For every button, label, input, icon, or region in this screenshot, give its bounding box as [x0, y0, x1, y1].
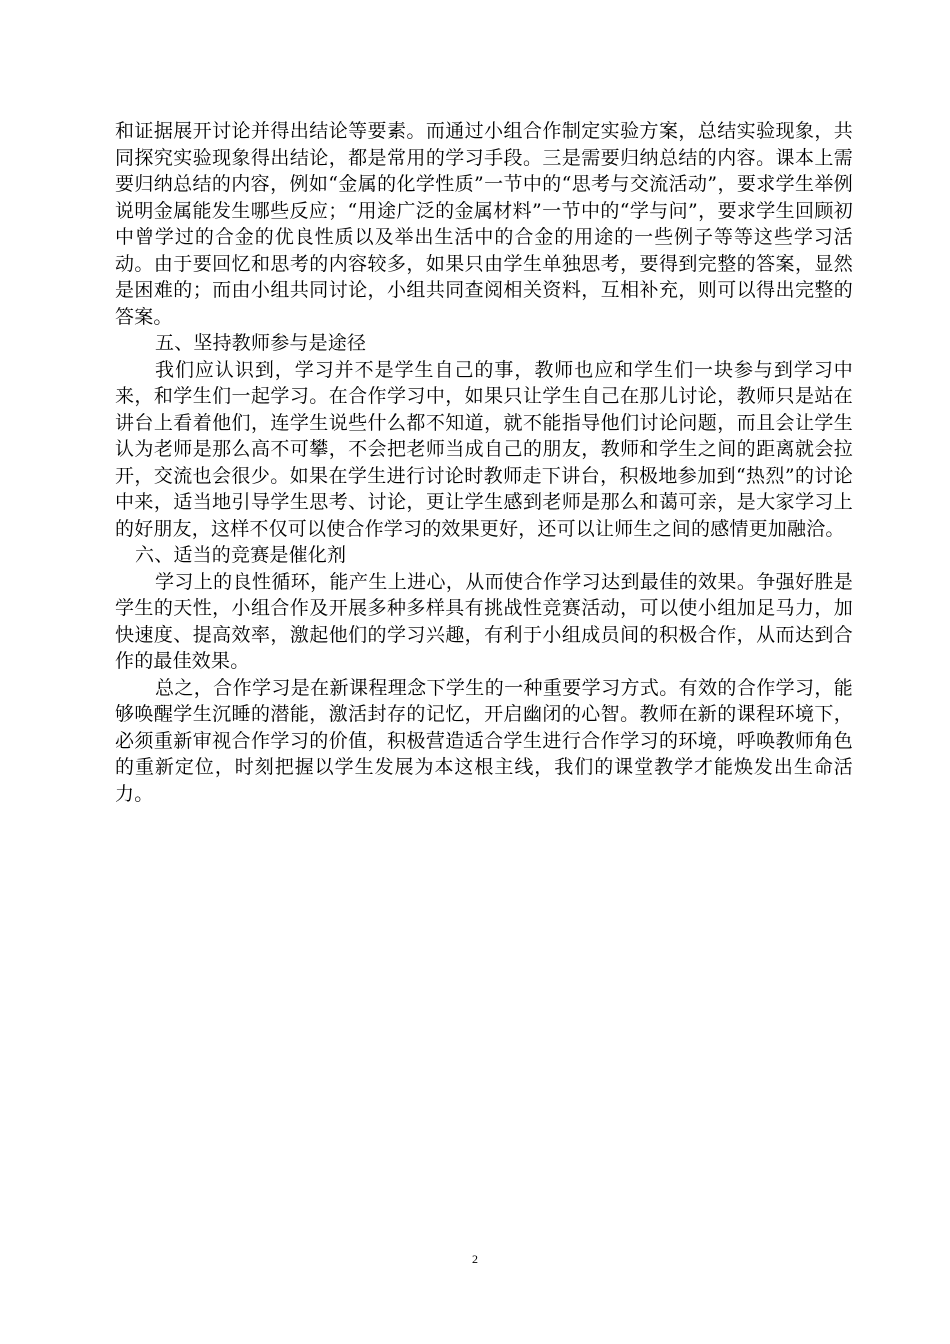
- paragraph-competition: 学习上的良性循环，能产生上进心，从而使合作学习达到最佳的效果。争强好胜是学生的天性，小组合作及开展多种多样具有挑战性竞赛活动，可以使小组加足马力，加快速度、提高效率，激起他们的学习兴趣，有利于小组成员间的积极合作，从而达到合作的最佳效果。: [115, 570, 853, 672]
- paragraph-conclusion: 总之，合作学习是在新课程理念下学生的一种重要学习方式。有效的合作学习，能够唤醒学生沉睡的潜能，激活封存的记忆，开启幽闭的心智。教师在新的课程环境下，必须重新审视合作学习的价值，积极营造适合学生进行合作学习的环境，呼唤教师角色的重新定位，时刻把握以学生发展为本这根主线，我们的课堂教学才能焕发出生命活力。: [115, 676, 853, 805]
- document-body: [115, 118, 853, 807]
- section-heading-five: 五、坚持教师参与是途径: [155, 332, 367, 354]
- section-heading-six: 六、适当的竞赛是催化剂: [135, 544, 347, 566]
- paragraph-continuation: 和证据展开讨论并得出结论等要素。而通过小组合作制定实验方案，总结实验现象，共同探究实验现象得出结论，都是常用的学习手段。三是需要归纳总结的内容。课本上需要归纳总结的内容，例如“金属的化学性质”一节中的“思考与交流活动”，要求学生举例说明金属能发生哪些反应；“用途广泛的金属材料”一节中的“学与问”，要求学生回顾初中曾学过的合金的优良性质以及举出生活中的合金的用途的一些例子等等这些学习活动。由于要回忆和思考的内容较多，如果只由学生单独思考，要得到完整的答案，显然是困难的；而由小组共同讨论，小组共同查阅相关资料，互相补充，则可以得出完整的答案。: [115, 120, 853, 328]
- paragraph-teacher-participation: 我们应认识到，学习并不是学生自己的事，教师也应和学生们一块参与到学习中来，和学生们一起学习。在合作学习中，如果只让学生自己在那儿讨论，教师只是站在讲台上看着他们，连学生说些什么都不知道，就不能指导他们讨论问题，而且会让学生认为老师是那么高不可攀，不会把老师当成自己的朋友，教师和学生之间的距离就会拉开，交流也会很少。如果在学生进行讨论时教师走下讲台，积极地参加到“热烈”的讨论中来，适当地引导学生思考、讨论，更让学生感到老师是那么和蔼可亲，是大家学习上的好朋友，这样不仅可以使合作学习的效果更好，还可以让师生之间的感情更加融洽。: [115, 358, 853, 540]
- page-number: 2: [472, 1252, 478, 1266]
